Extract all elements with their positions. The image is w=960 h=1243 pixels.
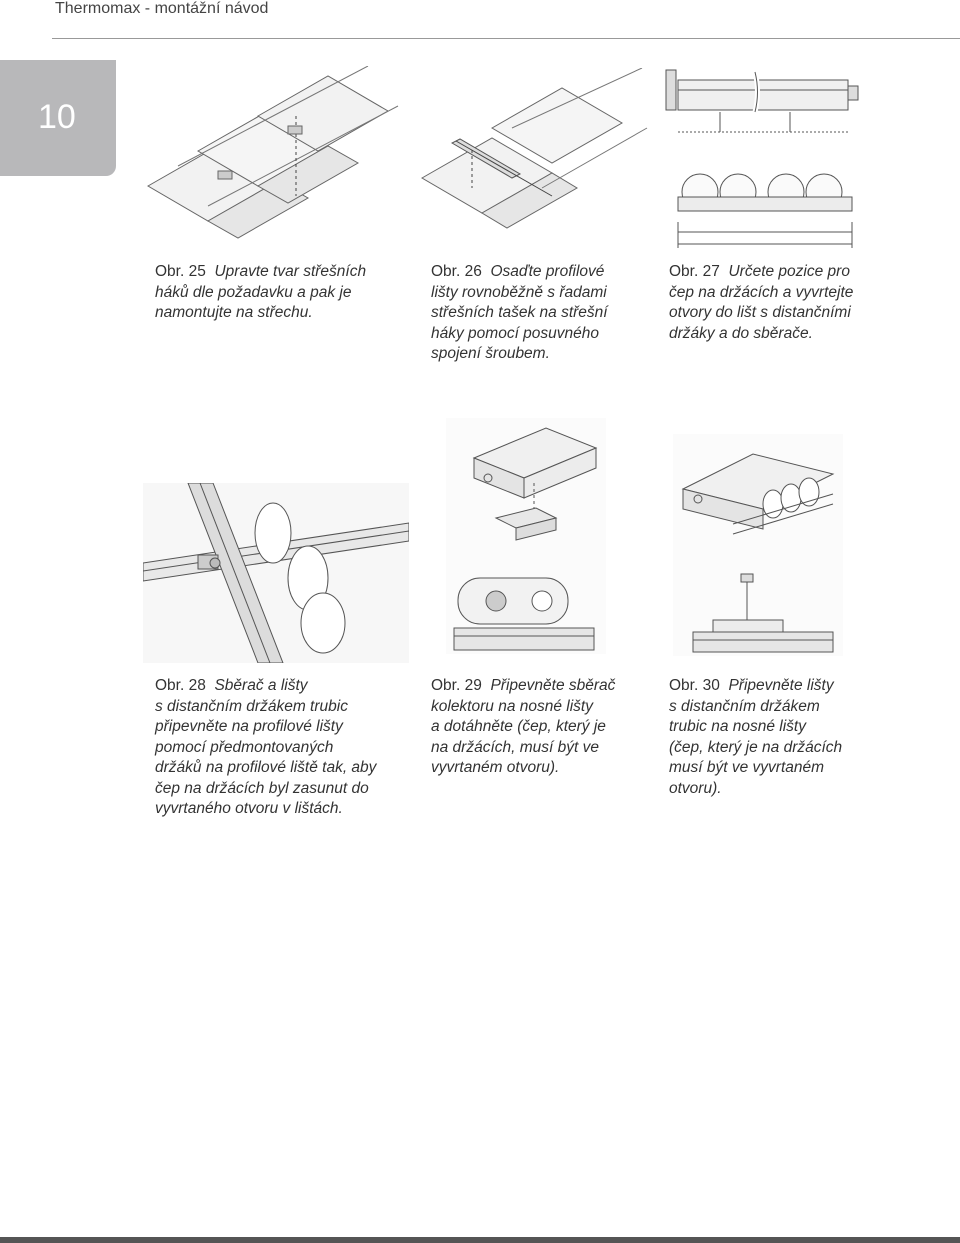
header-title: Thermomax - montážní návod — [55, 0, 269, 17]
header-divider — [52, 38, 960, 39]
caption-line: pomocí předmontovaných — [155, 738, 334, 756]
caption-line: Připevněte lišty — [728, 677, 834, 694]
figure-27-illustration — [660, 62, 870, 254]
caption-label: Obr. 26 — [431, 263, 482, 280]
footer-rule — [0, 1237, 960, 1243]
caption-line: otvory do lišt s distančními — [669, 304, 851, 321]
caption-line: lišty rovnoběžně s řadami — [431, 283, 607, 301]
caption-label: Obr. 30 — [669, 677, 720, 694]
caption-figure-29 — [431, 676, 615, 779]
caption-figure-27 — [669, 262, 853, 344]
caption-line: vyvrtaného otvoru v lištách. — [155, 800, 343, 817]
caption-label: Obr. 28 — [155, 677, 206, 694]
caption-line: háků dle požadavku a pak je — [155, 283, 352, 301]
caption-line: s distančním držákem — [669, 697, 820, 715]
caption-line: spojení šroubem. — [431, 345, 550, 362]
caption-figure-30 — [669, 676, 842, 799]
caption-line: musí být ve vyvrtaném — [669, 759, 825, 776]
caption-line: Sběrač a lišty — [214, 677, 308, 694]
caption-line: držáky a do sběrače. — [669, 324, 813, 342]
caption-line: střešních tašek na střešní — [431, 304, 608, 321]
caption-line: namontujte na střechu. — [155, 304, 313, 321]
caption-line: s distančním držákem trubic — [155, 697, 348, 715]
figure-25-illustration — [138, 66, 410, 246]
caption-line: vyvrtaném otvoru). — [431, 759, 560, 776]
page-number: 10 — [38, 98, 76, 136]
caption-line: kolektoru na nosné lišty — [431, 697, 593, 715]
caption-line: trubic na nosné lišty — [669, 718, 806, 735]
figure-28-illustration — [143, 483, 409, 663]
caption-line: Osaďte profilové — [490, 263, 605, 280]
caption-label: Obr. 27 — [669, 263, 720, 280]
caption-line: na držácích, musí být ve — [431, 738, 599, 756]
figure-30-illustration — [673, 434, 843, 656]
caption-line: držáků na profilové liště tak, aby — [155, 759, 377, 776]
caption-figure-28 — [155, 676, 376, 820]
caption-label: Obr. 25 — [155, 263, 206, 280]
caption-line: připevněte na profilové lišty — [155, 718, 343, 735]
caption-label: Obr. 29 — [431, 677, 482, 694]
caption-line: otvoru). — [669, 779, 722, 797]
caption-line: (čep, který je na držácích — [669, 738, 843, 756]
page-number-tab — [0, 60, 116, 176]
caption-figure-26 — [431, 262, 608, 365]
caption-line: háky pomocí posuvného — [431, 324, 600, 342]
caption-line: čep na držácích a vyvrtejte — [669, 283, 854, 301]
caption-line: Určete pozice pro — [728, 263, 850, 280]
caption-figure-25 — [155, 262, 366, 324]
caption-line: Připevněte sběrač — [490, 677, 616, 694]
figure-26-illustration — [412, 68, 652, 248]
figure-29-illustration — [446, 418, 606, 654]
caption-line: čep na držácích byl zasunut do — [155, 779, 369, 797]
caption-line: Upravte tvar střešních — [214, 263, 367, 280]
caption-line: a dotáhněte (čep, který je — [431, 718, 606, 735]
